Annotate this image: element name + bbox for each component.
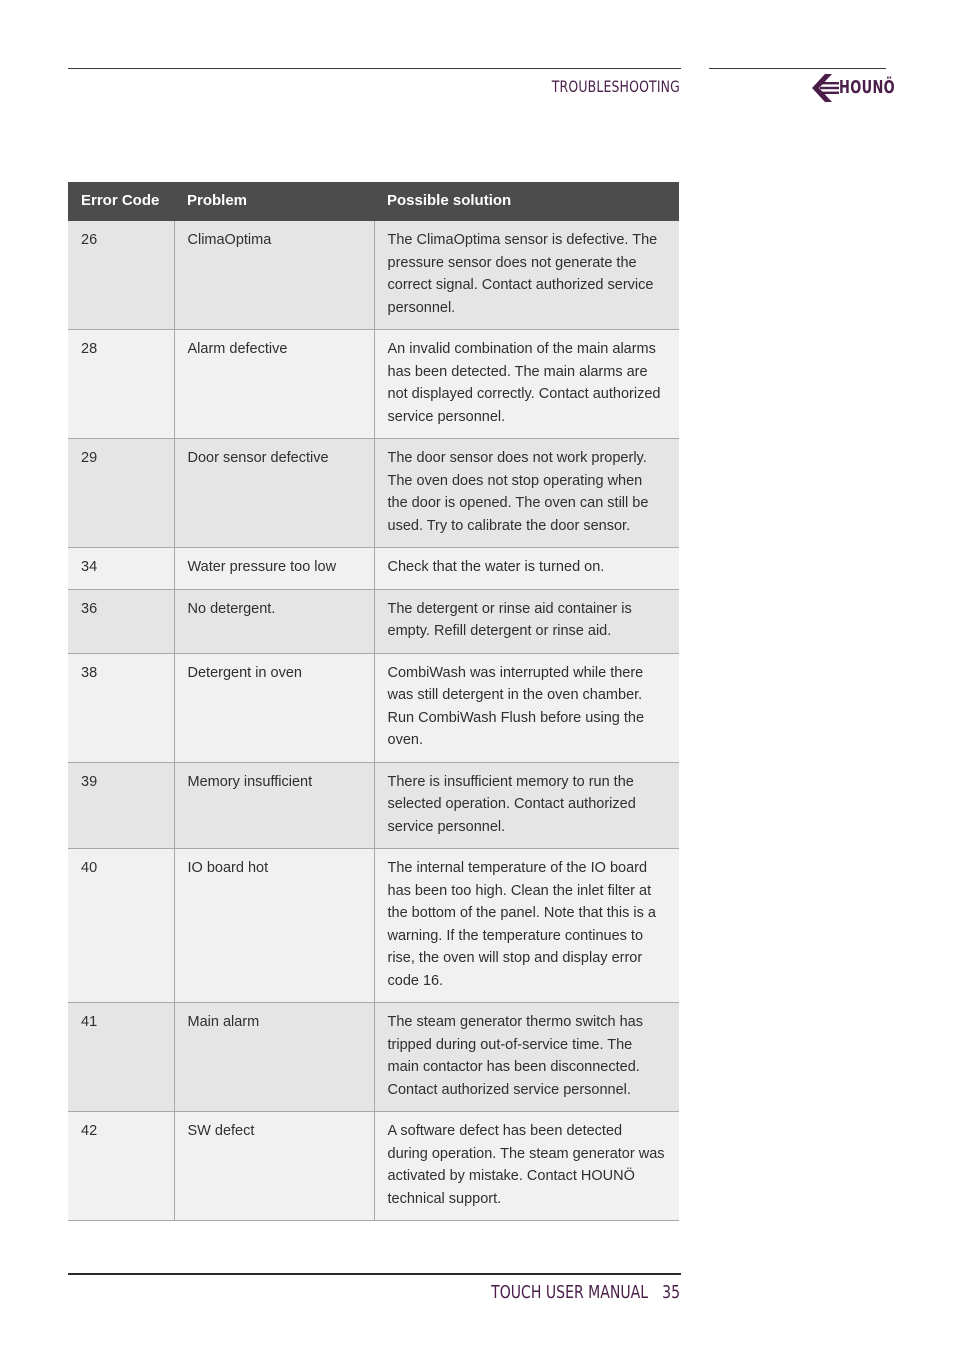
error-code-cell: 40 — [68, 849, 174, 1003]
error-code-cell: 28 — [68, 330, 174, 439]
table-row — [68, 762, 679, 849]
table-row — [68, 849, 679, 1003]
solution-cell: The door sensor does not work properly. The oven does not stop operating when the door is opened. The oven can still be used. Try to calibrate the door sensor. — [374, 439, 679, 548]
header-rule-right — [709, 68, 886, 69]
logo-wordmark: HOUNÖ — [839, 77, 896, 98]
header-rule-left — [68, 68, 681, 69]
solution-cell: An invalid combination of the main alarms has been detected. The main alarms are not displayed correctly. Contact authorized service personnel. — [374, 330, 679, 439]
problem-cell: Detergent in oven — [174, 653, 374, 762]
problem-cell: Water pressure too low — [174, 548, 374, 590]
table-row — [68, 221, 679, 330]
header-possible-solution: Possible solution — [374, 182, 679, 221]
problem-cell: SW defect — [174, 1112, 374, 1221]
table-row — [68, 589, 679, 653]
error-code-cell: 42 — [68, 1112, 174, 1221]
problem-cell: Alarm defective — [174, 330, 374, 439]
error-code-cell: 29 — [68, 439, 174, 548]
problem-cell: IO board hot — [174, 849, 374, 1003]
solution-cell: The steam generator thermo switch has tripped during out-of-service time. The main contactor has been disconnected. Contact authorized service personnel. — [374, 1003, 679, 1112]
solution-cell: There is insufficient memory to run the selected operation. Contact authorized service personnel. — [374, 762, 679, 849]
page-footer — [446, 1282, 680, 1303]
solution-cell: Check that the water is turned on. — [374, 548, 679, 590]
error-code-cell: 39 — [68, 762, 174, 849]
table-row — [68, 1112, 679, 1221]
solution-cell: The internal temperature of the IO board has been too high. Clean the inlet filter at the bottom of the panel. Note that this is a warning. If the temperature continues to rise, the oven will stop and display error code 16. — [374, 849, 679, 1003]
table-header-row — [68, 182, 679, 221]
error-code-cell: 34 — [68, 548, 174, 590]
solution-cell: A software defect has been detected during operation. The steam generator was activated by mistake. Contact HOUNÖ technical support. — [374, 1112, 679, 1221]
error-code-cell: 38 — [68, 653, 174, 762]
footer-rule — [68, 1273, 681, 1275]
section-title: TROUBLESHOOTING — [551, 77, 680, 96]
solution-cell: The detergent or rinse aid container is empty. Refill detergent or rinse aid. — [374, 589, 679, 653]
table-row — [68, 1003, 679, 1112]
problem-cell: Memory insufficient — [174, 762, 374, 849]
solution-cell: The ClimaOptima sensor is defective. The pressure sensor does not generate the correct signal. Contact authorized service personnel. — [374, 221, 679, 330]
error-code-table — [68, 182, 679, 1221]
manual-title: TOUCH USER MANUAL — [491, 1282, 649, 1303]
solution-cell: CombiWash was interrupted while there was still detergent in the oven chamber. Run CombiWash Flush before using the oven. — [374, 653, 679, 762]
table-row — [68, 653, 679, 762]
table-row — [68, 439, 679, 548]
logo-mark-icon — [812, 73, 840, 103]
error-code-cell: 36 — [68, 589, 174, 653]
error-code-cell: 26 — [68, 221, 174, 330]
error-code-cell: 41 — [68, 1003, 174, 1112]
header-error-code: Error Code — [68, 182, 174, 221]
problem-cell: ClimaOptima — [174, 221, 374, 330]
table-row — [68, 330, 679, 439]
problem-cell: Main alarm — [174, 1003, 374, 1112]
header-problem: Problem — [174, 182, 374, 221]
problem-cell: Door sensor defective — [174, 439, 374, 548]
problem-cell: No detergent. — [174, 589, 374, 653]
table-row — [68, 548, 679, 590]
brand-logo — [812, 73, 896, 103]
page-number: 35 — [662, 1282, 680, 1303]
